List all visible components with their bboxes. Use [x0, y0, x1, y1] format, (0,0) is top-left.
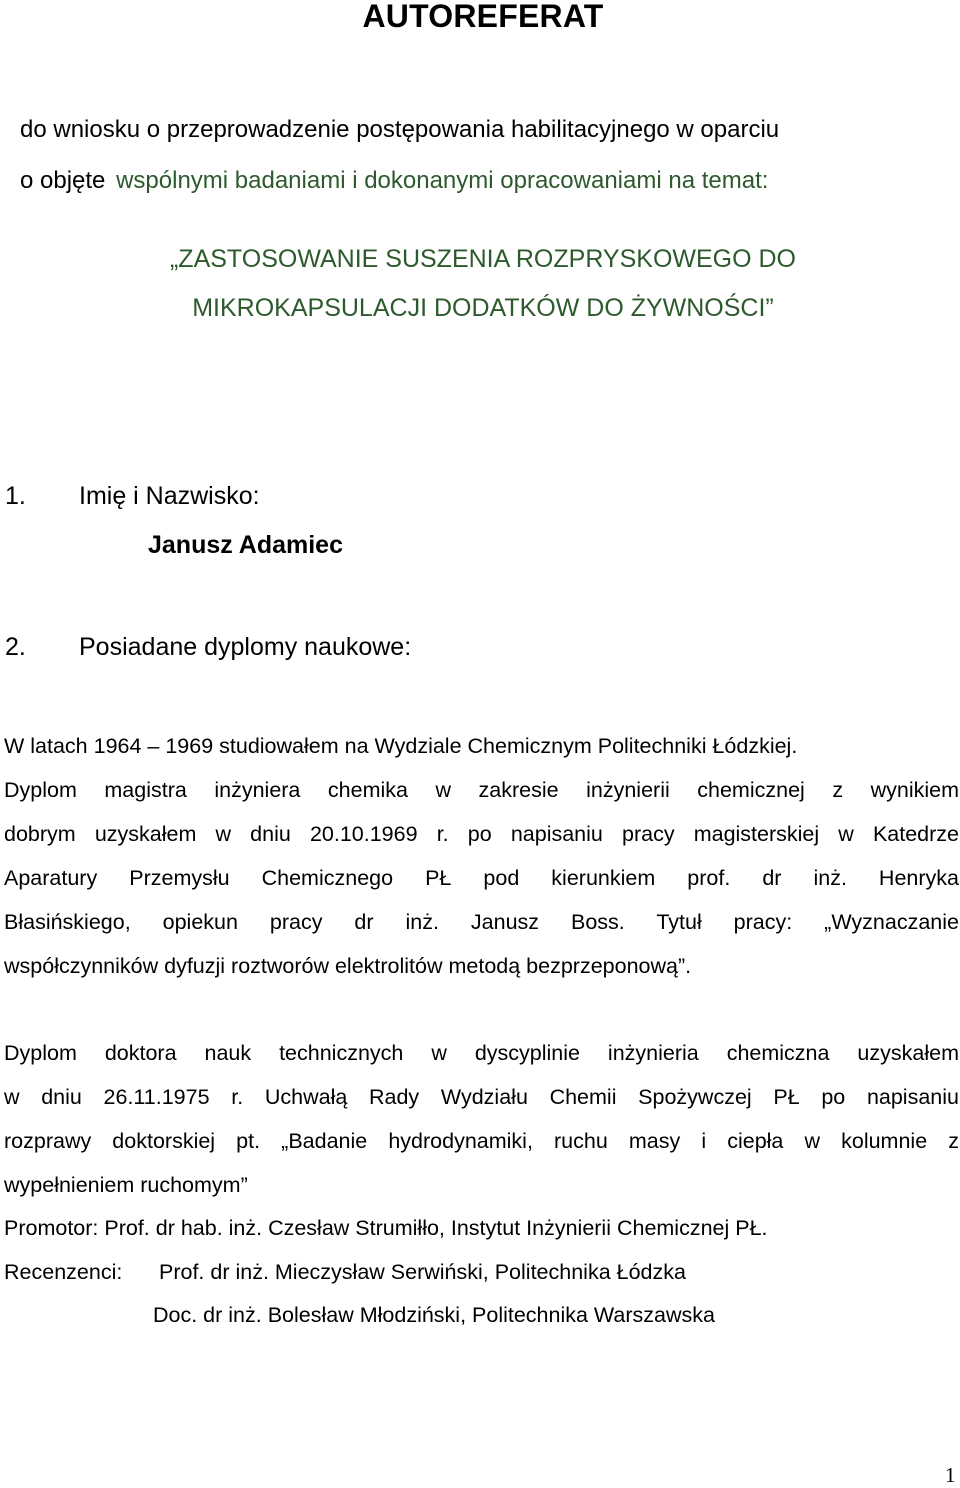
masters-line-1: W latach 1964 – 1969 studiowałem na Wydziale Chemicznym Politechniki Łódzkiej. [4, 734, 798, 758]
intro-line-1: do wniosku o przeprowadzenie postępowania habilitacyjnego w oparciu [20, 116, 780, 143]
topic-line-2: MIKROKAPSULACJI DODATKÓW DO ŻYWNOŚCI” [192, 294, 774, 322]
intro-line-2 [20, 167, 768, 195]
applicant-name: Janusz Adamiec [148, 531, 343, 559]
masters-line-4: Aparatury Przemysłu Chemicznego PŁ pod kierunkiem prof. dr inż. Henryka [4, 866, 959, 890]
doctorate-line-4: wypełnieniem ruchomym” [4, 1173, 248, 1197]
doctorate-line-3: rozprawy doktorskiej pt. „Badanie hydrodynamiki, ruchu masy i ciepła w kolumnie z [4, 1129, 959, 1153]
masters-line-6: współczynników dyfuzji roztworów elektrolitów metodą bezprzeponową”. [4, 954, 692, 978]
doctorate-line-2: w dniu 26.11.1975 r. Uchwałą Rady Wydziału Chemii Spożywczej PŁ po napisaniu [4, 1085, 959, 1109]
reviewer-2: Doc. dr inż. Bolesław Młodziński, Politechnika Warszawska [153, 1303, 715, 1327]
section-2-heading: Posiadane dyplomy naukowe: [79, 633, 412, 661]
masters-line-5: Błasińskiego, opiekun pracy dr inż. Janusz Boss. Tytuł pracy: „Wyznaczanie [4, 910, 959, 934]
section-1-heading: Imię i Nazwisko: [79, 482, 260, 510]
masters-line-2: Dyplom magistra inżyniera chemika w zakresie inżynierii chemicznej z wynikiem [4, 778, 959, 802]
promotor-line: Promotor: Prof. dr hab. inż. Czesław Strumiłło, Instytut Inżynierii Chemicznej PŁ. [4, 1216, 768, 1240]
reviewer-1: Prof. dr inż. Mieczysław Serwiński, Politechnika Łódzka [159, 1260, 686, 1284]
doctorate-line-1: Dyplom doktora nauk technicznych w dyscyplinie inżynieria chemiczna uzyskałem [4, 1041, 959, 1065]
document-title: AUTOREFERAT [362, 0, 604, 34]
section-2-number: 2. [5, 633, 26, 661]
topic-line-1: „ZASTOSOWANIE SUSZENIA ROZPRYSKOWEGO DO [169, 245, 796, 273]
masters-line-3: dobrym uzyskałem w dniu 20.10.1969 r. po napisaniu pracy magisterskiej w Katedrze [4, 822, 959, 846]
reviewers-label: Recenzenci: [4, 1260, 123, 1284]
intro-line-2-start: o objęte [20, 167, 106, 194]
page-number: 1 [945, 1463, 956, 1487]
section-1-number: 1. [5, 482, 26, 510]
intro-line-2-end: wspólnymi badaniami i dokonanymi opracowaniami na temat: [116, 167, 769, 194]
